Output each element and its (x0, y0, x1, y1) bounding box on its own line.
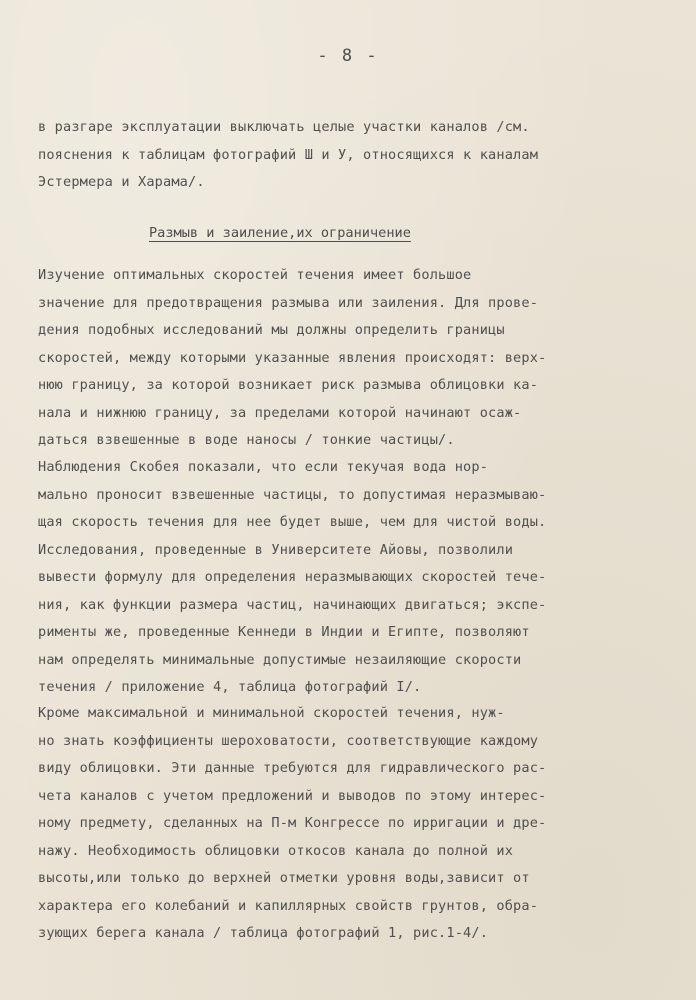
text-line: мально проносит взвешенные частицы, то допустимая неразмываю- (38, 486, 547, 503)
text-line: вывести формулу для определения неразмывающих скоростей тече- (38, 569, 547, 585)
text-line: щая скорость течения для нее будет выше, чем для чистой воды. (38, 514, 547, 530)
text-line: нажу. Необходимость облицовки откосов канала до полной их (38, 842, 514, 859)
text-line: нам определять минимальные допустимые незаиляющие скорости (38, 651, 522, 668)
text-line: значение для предотвращения размыва или заиления. Для прове- (38, 294, 539, 311)
text-line: зующих берега канала / таблица фотографий 1, рис.1-4/. (38, 925, 489, 941)
text-line: нюю границу, за которой возникает риск размыва облицовки ка- (38, 377, 539, 393)
text-line: но знать коэффициенты шероховатости, соответствующие каждому (38, 732, 539, 749)
text-line: Изучение оптимальных скоростей течения имеет большое (38, 267, 472, 283)
text-line: чета каналов с учетом предложений и выводов по этому интерес- (38, 787, 547, 804)
text-line: Исследования, проведенные в Университете Айовы, позволили (38, 541, 514, 558)
text-line: дения подобных исследований мы должны определить границы (38, 322, 505, 338)
text-line: ному предмету, сделанных на П-м Конгрессе по ирригации и дре- (38, 815, 547, 831)
text-line: высоты,или только до верхней отметки уровня воды,зависит от (38, 870, 530, 886)
page-number: - 8 - (317, 46, 379, 66)
text-line: Кроме максимальной и минимальной скоростей течения, нуж- (38, 705, 505, 721)
text-line: Наблюдения Скобея показали, что если текучая вода нор- (38, 459, 489, 475)
text-line: пояснения к таблицам фотографий Ш и У, относящихся к каналам (38, 146, 539, 163)
text-line: в разгаре эксплуатации выключать целые участки каналов /см. (38, 119, 530, 135)
text-line: течения / приложение 4, таблица фотографий I/. (38, 679, 422, 695)
paragraph-1 (38, 262, 668, 455)
text-line: скоростей, между которыми указанные явления происходят: верх- (38, 349, 547, 366)
paragraph-3 (38, 700, 668, 948)
section-heading: Размыв и заиление,их ограничение (149, 225, 411, 241)
text-line: Эстермера и Харама/. (38, 174, 205, 190)
text-line: нала и нижнюю границу, за пределами которой начинают осаж- (38, 404, 522, 421)
paragraph-2 (38, 454, 668, 702)
text-line: виду облицовки. Эти данные требуются для гидравлического рас- (38, 760, 547, 776)
intro-paragraph (38, 114, 668, 197)
text-line: характера его колебаний и капиллярных свойств грунтов, обра- (38, 897, 539, 914)
text-line: даться взвешенные в воде наносы / тонкие частицы/. (38, 432, 455, 448)
text-line: рименты же, проведенные Кеннеди в Индии и Египте, позволяют (38, 624, 530, 640)
text-line: ния, как функции размера частиц, начинающих двигаться; экспе- (38, 596, 547, 613)
